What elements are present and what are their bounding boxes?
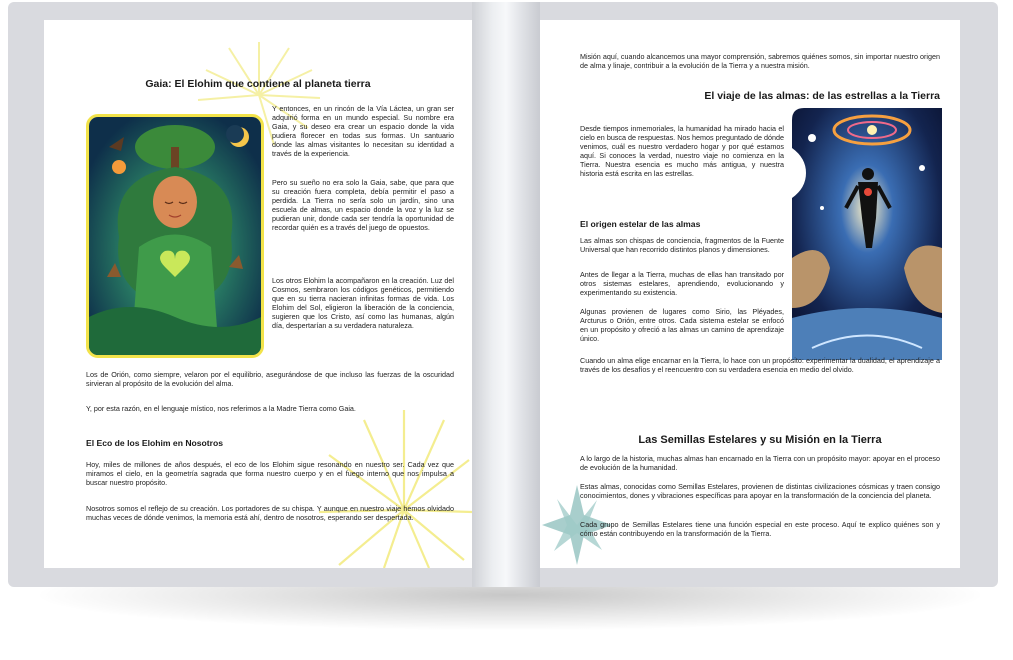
left-page (44, 20, 472, 568)
paragraph: Desde tiempos inmemoriales, la humanidad ha mirado hacia el cielo en busca de respuestas. Nos hemos preguntado de dónde venimos, cuál es nuestro verdadero hogar y por qué estamos aquí. Si conoces la verdad, nuestro viaje no comienza en la Tierra. Nuestra esencia es mucho más antigua, y nuestra historia está escrita en las estrellas. (580, 124, 784, 179)
paragraph: Cada grupo de Semillas Estelares tiene una función especial en este proceso. Aquí te explico quiénes son y cómo están contribuyendo en la transformación de la Tierra. (580, 520, 940, 539)
paragraph: Antes de llegar a la Tierra, muchas de ellas han transitado por otros sistemas estelares, aprendiendo, evolucionando y experimentando su existencia. (580, 270, 784, 298)
paragraph: Las almas son chispas de conciencia, fragmentos de la Fuente Universal que han recorrido distintos planos y dimensiones. (580, 236, 784, 255)
section-heading: Las Semillas Estelares y su Misión en la Tierra (638, 434, 882, 446)
paragraph: Cuando un alma elige encarnar en la Tierra, lo hace con un propósito: experimentar la dualidad, el aprendizaje a través de los desafíos y el reencuentro con su verdadera esencia en medio del olvido. (580, 356, 940, 375)
soul-journey-galaxy-illustration (792, 108, 942, 360)
paragraph: Misión aquí, cuando alcancemos una mayor comprensión, sabremos quiénes somos, sin importar nuestro origen de alma y linaje, contribuir a la evolución de la Tierra y a nuestra misión. (580, 52, 940, 71)
section-heading: El viaje de las almas: de las estrellas a la Tierra (704, 90, 940, 102)
paragraph: Nosotros somos el reflejo de su creación. Los portadores de su chispa. Y aunque en nuestro viaje hemos olvidado muchas veces de dónde venimos, la memoria está ahí, dentro de nosotros, esperando ser despertada. (86, 504, 454, 523)
page-title: Gaia: El Elohim que contiene al planeta tierra (145, 78, 371, 90)
paragraph: Los otros Elohim la acompañaron en la creación. Luz del Cosmos, sembraron los códigos genéticos, permitiendo que en su tierra nacieran infinitas formas de vida. Los Elohim del Sol, eligieron la liberación de la conciencia, sugieren que los Cristo, así como las humanas, algún día, despertarían a su verdadera naturaleza. (272, 276, 454, 331)
paragraph: Los de Orión, como siempre, velaron por el equilibrio, asegurándose de que incluso las fuerzas de la oscuridad sirvieran al propósito de la evolución del alma. (86, 370, 454, 389)
book-spine (472, 2, 540, 587)
paragraph: Y, por esta razón, en el lenguaje místico, nos referimos a la Madre Tierra como Gaia. (86, 404, 356, 413)
open-book (8, 2, 998, 587)
paragraph: Pero su sueño no era solo la Gaia, sabe, que para que su creación fuera completa, debía permitir el paso a perdida. La Tierra no sería solo un jardín, sino una escuela de almas, un espacio donde la voz y la luz se pudieran unir, donde cada ser tendría la oportunidad de recordar quién es a través del juego de opuestos. (272, 178, 454, 233)
paragraph: Y entonces, en un rincón de la Vía Láctea, un gran ser adquirió forma en un mundo especial. Su nombre era Gaia, y su deseo era crear un espacio donde la vida pudiera florecer en todas sus formas. Un santuario donde las almas visitantes lo necesitan su identidad a través de la experiencia. (272, 104, 454, 159)
paragraph: Algunas provienen de lugares como Sirio, las Pléyades, Arcturus o Orión, entre otros. Cada sistema estelar se enfocó en un propósito y ofreció a las almas un camino de aprendizaje único. (580, 307, 784, 344)
paragraph: A lo largo de la historia, muchas almas han encarnado en la Tierra con un propósito mayor: apoyar en el proceso de evolución de la humanidad. (580, 454, 940, 473)
gaia-earth-mother-illustration (86, 114, 264, 358)
section-heading: El origen estelar de las almas (580, 219, 701, 229)
paragraph: Hoy, miles de millones de años después, el eco de los Elohim sigue resonando en nuestro ser. Cada vez que miramos el cielo, en la geometría sagrada que forma nuestro cuerpo y en el fuego interno que nos impulsa a buscar nuestro propósito. (86, 460, 454, 488)
section-heading: El Eco de los Elohim en Nosotros (86, 438, 224, 448)
paragraph: Estas almas, conocidas como Semillas Estelares, provienen de distintas civilizaciones cósmicas y traen consigo conocimientos, dones y vibraciones específicas para apoyar en la transformación de la conciencia del planeta. (580, 482, 940, 501)
right-page (540, 20, 960, 568)
